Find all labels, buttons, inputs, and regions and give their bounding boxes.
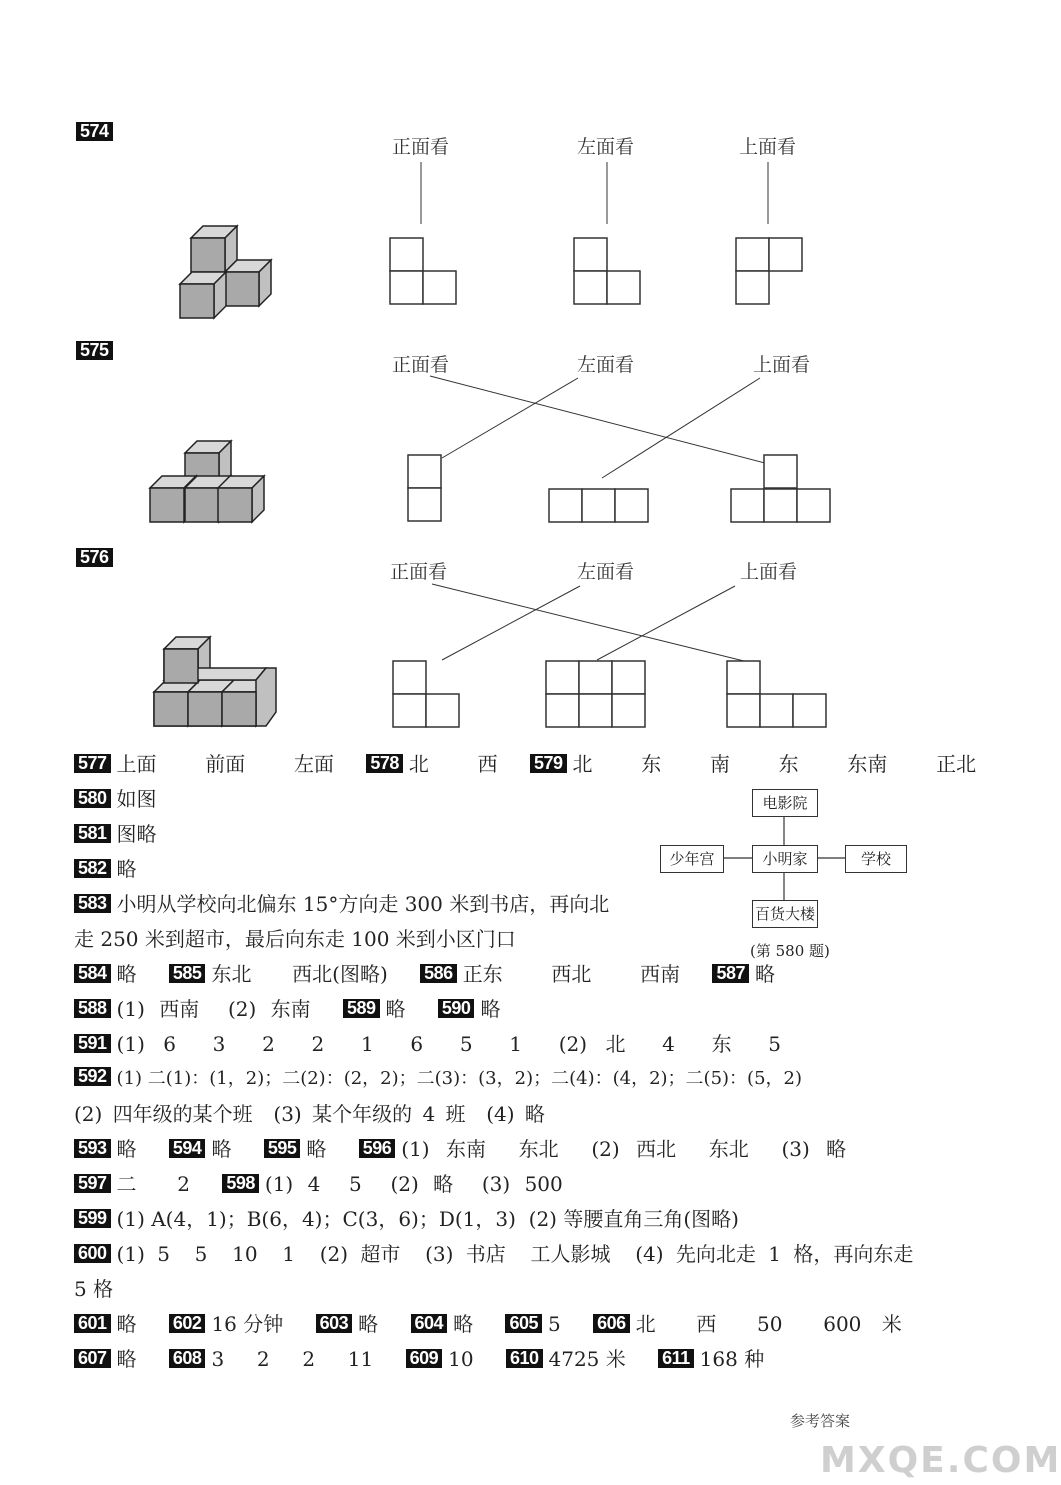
ans-605: 5 xyxy=(547,1312,561,1336)
num-592: 592 xyxy=(74,1067,111,1086)
label-front-576: 正面看 xyxy=(390,561,448,583)
num-595: 595 xyxy=(264,1139,301,1158)
answer-line-584 xyxy=(74,960,775,988)
ans-583: 小明从学校向北偏东 15°方向走 300 米到书店，再向北 xyxy=(116,892,610,916)
num-580: 580 xyxy=(74,789,111,808)
ans-589: 略 xyxy=(385,997,406,1021)
num-584: 584 xyxy=(74,964,111,983)
ans-578: 北 西 xyxy=(408,752,498,776)
answer-line-588 xyxy=(74,995,500,1023)
ans-599: (1) A(4，1)；B(6，4)；C(3，6)；D(1，3) (2) 等腰直角三角(图略) xyxy=(116,1207,739,1231)
answer-line-600 xyxy=(74,1240,913,1268)
answer-line-592 xyxy=(74,1065,802,1093)
answer-line-600-cont xyxy=(74,1275,113,1303)
problem-575-number: 575 xyxy=(76,341,113,360)
ans-596: (1) 东南 东北 (2) 西北 东北 (3) 略 xyxy=(401,1137,847,1161)
answer-line-593 xyxy=(74,1135,846,1163)
num-582: 582 xyxy=(74,859,111,878)
ans-591: (1) 6 3 2 2 1 6 5 1 (2) 北 4 东 5 xyxy=(116,1032,782,1056)
num-590: 590 xyxy=(438,999,475,1018)
ans-592: (1) 二(1)：(1，2)；二(2)：(2，2)；二(3)：(3，2)；二(4)：(4，2)；二(5)：(5，2) xyxy=(116,1068,802,1089)
ans-581: 图略 xyxy=(116,822,157,846)
answer-line-583-cont xyxy=(74,925,516,953)
num-598: 598 xyxy=(222,1174,259,1193)
num-587: 587 xyxy=(712,964,749,983)
map-caption: (第 580 题) xyxy=(750,942,830,960)
ans-594: 略 xyxy=(211,1137,232,1161)
ans-606: 北 西 50 600 米 xyxy=(635,1312,902,1336)
num-596: 596 xyxy=(359,1139,396,1158)
answer-line-599 xyxy=(74,1205,739,1233)
ans-584: 略 xyxy=(116,962,137,986)
ans-592-cont: (2) 四年级的某个班 (3) 某个年级的 4 班 (4) 略 xyxy=(74,1102,545,1126)
answer-line-597 xyxy=(74,1170,563,1198)
map-home: 小明家 xyxy=(752,845,818,873)
num-604: 604 xyxy=(411,1314,448,1333)
views-576 xyxy=(393,661,826,727)
num-583: 583 xyxy=(74,894,111,913)
answer-line-577 xyxy=(74,750,976,778)
map-school: 学校 xyxy=(845,845,907,873)
num-605: 605 xyxy=(505,1314,542,1333)
answer-line-591 xyxy=(74,1030,781,1058)
ans-590: 略 xyxy=(480,997,501,1021)
ans-579: 北 东 南 东 东南 正北 xyxy=(572,752,977,776)
ans-595: 略 xyxy=(306,1137,327,1161)
ans-587: 略 xyxy=(755,962,776,986)
lines-574 xyxy=(421,162,768,224)
num-585: 585 xyxy=(169,964,206,983)
num-594: 594 xyxy=(169,1139,206,1158)
num-607: 607 xyxy=(74,1349,111,1368)
num-603: 603 xyxy=(316,1314,353,1333)
label-top-575: 上面看 xyxy=(753,354,811,376)
label-left-576: 左面看 xyxy=(577,561,635,583)
answer-line-580 xyxy=(74,785,157,813)
ans-585: 东北 西北(图略) xyxy=(211,962,388,986)
answer-line-601 xyxy=(74,1310,902,1338)
answer-line-582 xyxy=(74,855,137,883)
ans-597: 二 2 xyxy=(116,1172,190,1196)
num-611: 611 xyxy=(658,1349,694,1368)
num-588: 588 xyxy=(74,999,111,1018)
map-cinema: 电影院 xyxy=(752,789,818,817)
map-department-store: 百货大楼 xyxy=(752,900,818,928)
problem-574-number: 574 xyxy=(76,122,113,141)
solid-574 xyxy=(180,226,271,318)
ans-608: 3 2 2 11 xyxy=(211,1347,374,1371)
ans-600: (1) 5 5 10 1 (2) 超市 (3) 书店 工人影城 (4) 先向北走 1 格，再向东走 xyxy=(116,1242,914,1266)
ans-601: 略 xyxy=(116,1312,137,1336)
ans-577: 上面 前面 左面 xyxy=(116,752,334,776)
num-600: 600 xyxy=(74,1244,111,1263)
label-front-575: 正面看 xyxy=(392,354,450,376)
num-591: 591 xyxy=(74,1034,111,1053)
label-left-574: 左面看 xyxy=(577,136,635,158)
num-578: 578 xyxy=(366,754,403,773)
ans-598: (1) 4 5 (2) 略 (3) 500 xyxy=(264,1172,563,1196)
views-574 xyxy=(390,238,802,304)
num-608: 608 xyxy=(169,1349,206,1368)
views-575 xyxy=(408,455,830,522)
ans-582: 略 xyxy=(116,857,137,881)
answer-line-592-cont xyxy=(74,1100,545,1128)
num-589: 589 xyxy=(343,999,380,1018)
ans-580: 如图 xyxy=(116,787,157,811)
solid-576 xyxy=(154,637,278,726)
ans-583-cont: 走 250 米到超市，最后向东走 100 米到小区门口 xyxy=(74,927,516,951)
watermark: MXQE.COM xyxy=(820,1440,1061,1481)
label-front-574: 正面看 xyxy=(392,136,450,158)
num-602: 602 xyxy=(169,1314,206,1333)
label-top-574: 上面看 xyxy=(739,136,797,158)
num-610: 610 xyxy=(506,1349,543,1368)
num-601: 601 xyxy=(74,1314,111,1333)
num-581: 581 xyxy=(74,824,111,843)
num-577: 577 xyxy=(74,754,111,773)
label-left-575: 左面看 xyxy=(577,354,635,376)
ans-610: 4725 米 xyxy=(548,1347,626,1371)
ans-588: (1) 西南 (2) 东南 xyxy=(116,997,311,1021)
ans-611: 168 种 xyxy=(699,1347,765,1371)
lines-575 xyxy=(430,376,765,478)
ans-609: 10 xyxy=(448,1347,474,1371)
ans-603: 略 xyxy=(358,1312,379,1336)
problem-576-number: 576 xyxy=(76,548,113,567)
num-609: 609 xyxy=(406,1349,443,1368)
footer-text: 参考答案 xyxy=(790,1412,851,1430)
solid-575 xyxy=(150,441,264,522)
ans-586: 正东 西北 西南 xyxy=(462,962,681,986)
answer-line-581 xyxy=(74,820,157,848)
num-599: 599 xyxy=(74,1209,111,1228)
num-597: 597 xyxy=(74,1174,111,1193)
ans-604: 略 xyxy=(453,1312,474,1336)
label-top-576: 上面看 xyxy=(740,561,798,583)
ans-602: 16 分钟 xyxy=(211,1312,284,1336)
ans-600-cont: 5 格 xyxy=(74,1277,114,1301)
num-593: 593 xyxy=(74,1139,111,1158)
ans-607: 略 xyxy=(116,1347,137,1371)
num-579: 579 xyxy=(530,754,567,773)
answer-line-583 xyxy=(74,890,609,918)
num-586: 586 xyxy=(420,964,457,983)
lines-576 xyxy=(432,584,748,662)
num-606: 606 xyxy=(593,1314,630,1333)
ans-593: 略 xyxy=(116,1137,137,1161)
map-youth-palace: 少年宫 xyxy=(660,845,724,873)
answer-line-607 xyxy=(74,1345,764,1373)
